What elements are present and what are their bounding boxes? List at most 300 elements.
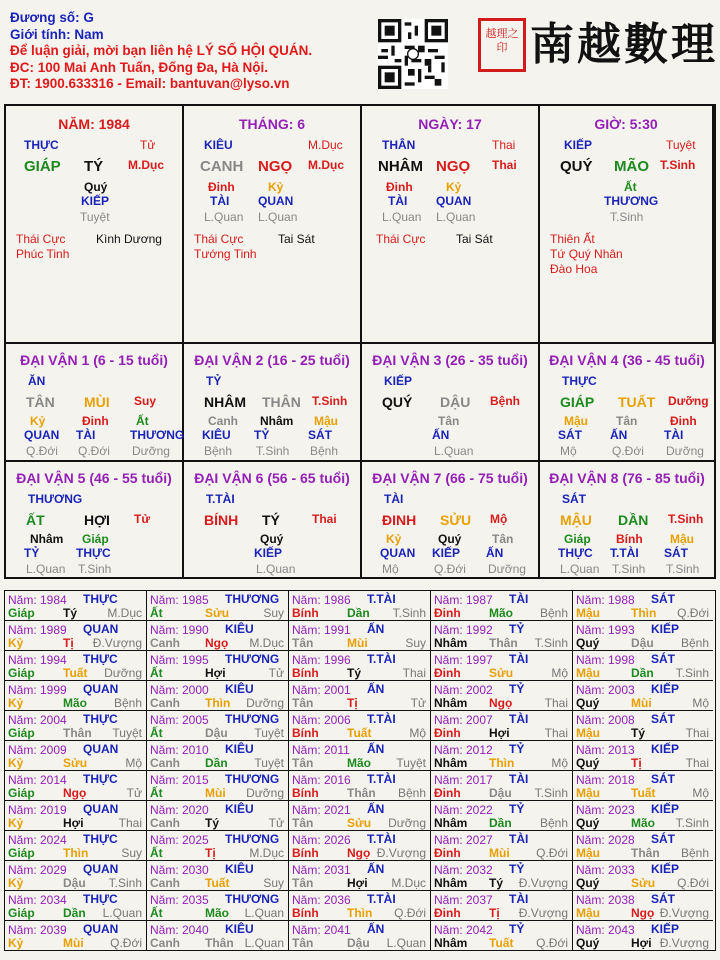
year-star: SÁT — [651, 832, 675, 846]
dai-van-chi: DẬU — [440, 394, 471, 410]
year-can: Kỷ — [8, 816, 24, 830]
dai-van-cell — [362, 344, 540, 460]
pillar-chi: TÝ — [84, 158, 104, 175]
year-state: Q.Đới — [677, 876, 709, 890]
year-can: Bính — [292, 846, 319, 860]
year-cell — [431, 891, 573, 921]
year-cell — [573, 681, 713, 711]
year-can: Đinh — [434, 786, 461, 800]
dai-van-cell — [184, 462, 362, 579]
dai-van-star: KIẾP — [384, 374, 413, 388]
pillar-chi: NGỌ — [436, 158, 471, 175]
year-cell — [5, 831, 147, 861]
hidden-can: Quý — [260, 532, 284, 546]
pillar-star: THÂN — [382, 138, 416, 152]
year-label: Năm: 2028 — [576, 833, 635, 847]
year-chi: Ngọ — [205, 636, 229, 650]
year-star: THỰC — [83, 592, 118, 606]
year-star: THỰC — [83, 712, 118, 726]
pillar-right-state: M.Dục — [128, 158, 164, 172]
year-can: Tân — [292, 816, 314, 830]
pillar-can: QUÝ — [560, 158, 593, 175]
year-label: Năm: 2017 — [434, 773, 493, 787]
year-cell — [431, 861, 573, 891]
year-state: L.Quan — [244, 906, 284, 920]
year-cell — [289, 891, 431, 921]
year-star: TỶ — [509, 862, 525, 876]
year-state: Tử — [268, 816, 284, 830]
hidden-state: Mộ — [382, 562, 399, 576]
year-star: QUAN — [83, 622, 119, 636]
year-star: QUAN — [83, 922, 119, 936]
year-chi: Tị — [347, 696, 358, 710]
dai-van-can: NHÂM — [204, 394, 246, 410]
year-can: Mậu — [576, 666, 600, 680]
hidden-state: Dưỡng — [666, 444, 704, 458]
dai-van-star: THƯƠNG — [28, 492, 83, 506]
year-state: Suy — [405, 636, 426, 650]
year-state: L.Quan — [386, 936, 426, 950]
dai-van-can: ẤT — [26, 512, 45, 528]
year-label: Năm: 2024 — [8, 833, 67, 847]
pillar-right-state: M.Dục — [308, 158, 344, 172]
year-can: Giáp — [8, 606, 35, 620]
year-state: Mộ — [409, 726, 426, 740]
year-chi: Tuất — [347, 726, 372, 740]
hidden-can: Tân — [492, 532, 514, 546]
hidden-state: L.Quan — [204, 210, 244, 224]
year-star: ẤN — [367, 922, 385, 936]
dai-van-can: QUÝ — [382, 394, 413, 410]
year-chi: Thìn — [489, 756, 515, 770]
year-state: Q.Đới — [394, 906, 426, 920]
year-state: Tuyệt — [112, 726, 142, 740]
year-star: SÁT — [651, 712, 675, 726]
year-chi: Hợi — [489, 726, 510, 740]
year-can: Nhâm — [434, 636, 468, 650]
hidden-state: T.Sinh — [666, 562, 700, 576]
pillar-can: NHÂM — [378, 158, 423, 175]
dai-van-state: T.Sinh — [668, 512, 704, 526]
dai-van-state: Suy — [134, 394, 157, 408]
year-star: KIÊU — [225, 742, 254, 756]
year-can: Kỷ — [8, 756, 24, 770]
year-can: Canh — [150, 696, 180, 710]
hidden-state: T.Sinh — [256, 444, 290, 458]
year-can: Ất — [150, 906, 163, 920]
dai-van-can: TÂN — [26, 394, 55, 410]
hidden-can: Canh — [208, 414, 238, 428]
hidden-star: THƯƠNG — [604, 194, 659, 208]
year-chi: Ngọ — [347, 846, 371, 860]
hidden-star: KIẾP — [432, 546, 461, 560]
dai-van-star: T.TÀI — [206, 492, 235, 506]
year-chi: Tị — [205, 846, 216, 860]
hidden-state: L.Quan — [436, 210, 476, 224]
year-chi: Thìn — [63, 846, 89, 860]
year-label: Năm: 1988 — [576, 593, 635, 607]
pillar-title: GIỜ: 5:30 — [594, 116, 658, 132]
year-star: TÀI — [509, 712, 529, 726]
dai-van-title: ĐẠI VẬN 2 (16 - 25 tuổi) — [194, 352, 350, 368]
year-label: Năm: 2012 — [434, 743, 493, 757]
year-cell — [289, 651, 431, 681]
year-label: Năm: 2000 — [150, 683, 209, 697]
year-chi: Dần — [347, 606, 370, 620]
dai-van-can: GIÁP — [560, 394, 595, 410]
note: Tai Sát — [456, 232, 493, 246]
year-can: Ất — [150, 606, 163, 620]
year-can: Kỷ — [8, 876, 24, 890]
note: Thiên Ất — [550, 232, 595, 246]
dai-van-title: ĐẠI VẬN 3 (26 - 35 tuổi) — [372, 352, 528, 368]
pillar-state: Tuyệt — [666, 138, 696, 152]
year-chi: Thìn — [347, 906, 373, 920]
year-label: Năm: 2002 — [434, 683, 493, 697]
year-star: SÁT — [651, 892, 675, 906]
year-cell — [5, 921, 147, 951]
year-star: THƯƠNG — [225, 772, 280, 786]
year-label: Năm: 1995 — [150, 653, 209, 667]
year-can: Bính — [292, 906, 319, 920]
year-chi: Tị — [63, 636, 74, 650]
pillar-can: GIÁP — [24, 158, 61, 175]
hidden-can: Bính — [616, 532, 643, 546]
year-can: Tân — [292, 936, 314, 950]
year-star: KIÊU — [225, 802, 254, 816]
year-can: Tân — [292, 876, 314, 890]
pillar-right-state: Thai — [492, 158, 517, 172]
year-star: SÁT — [651, 592, 675, 606]
year-can: Nhâm — [434, 816, 468, 830]
year-label: Năm: 2034 — [8, 893, 67, 907]
year-state: Dưỡng — [104, 666, 142, 680]
pillar-star: THỰC — [24, 138, 59, 152]
year-star: TỶ — [509, 922, 525, 936]
hidden-star: TÀI — [76, 428, 96, 442]
year-state: Đ.Vượng — [376, 846, 426, 860]
year-cell — [431, 921, 573, 951]
year-chi: Thìn — [205, 696, 231, 710]
year-state: T.Sinh — [392, 606, 426, 620]
year-cell — [147, 621, 289, 651]
year-label: Năm: 2039 — [8, 923, 67, 937]
year-chi: Tý — [63, 606, 78, 620]
year-label: Năm: 2021 — [292, 803, 351, 817]
year-star: KIẾP — [651, 802, 680, 816]
dai-van-state: Bệnh — [490, 394, 520, 408]
year-state: Đ.Vượng — [659, 936, 709, 950]
year-can: Mậu — [576, 846, 600, 860]
year-state: Dưỡng — [246, 786, 284, 800]
year-state: Đ.Vượng — [659, 906, 709, 920]
year-can: Đinh — [434, 846, 461, 860]
year-chi: Tý — [489, 876, 504, 890]
dai-van-star: ĂN — [28, 374, 46, 388]
year-cell — [289, 921, 431, 951]
year-cell — [573, 921, 713, 951]
hidden-can: Nhâm — [260, 414, 294, 428]
year-star: ẤN — [367, 862, 385, 876]
year-cell — [573, 591, 713, 621]
year-state: Mộ — [125, 756, 142, 770]
year-label: Năm: 2020 — [150, 803, 209, 817]
four-pillars-grid — [4, 104, 716, 579]
year-chi: Dần — [631, 666, 654, 680]
year-can: Đinh — [434, 726, 461, 740]
year-chi: Sửu — [489, 666, 514, 680]
year-star: TÀI — [509, 832, 529, 846]
hidden-can: Ất — [136, 414, 149, 428]
dai-van-star: TỶ — [206, 374, 222, 388]
hidden-can: Kỷ — [446, 180, 462, 194]
year-star: KIẾP — [651, 682, 680, 696]
year-can: Bính — [292, 666, 319, 680]
note: Thái Cực — [194, 232, 244, 246]
year-label: Năm: 2043 — [576, 923, 635, 937]
year-cell — [431, 681, 573, 711]
year-label: Năm: 2033 — [576, 863, 635, 877]
year-chi: Thân — [63, 726, 92, 740]
year-star: THỰC — [83, 832, 118, 846]
pillar-day — [362, 106, 540, 342]
year-star: SÁT — [651, 772, 675, 786]
year-state: T.Sinh — [675, 666, 709, 680]
hidden-star: ẤN — [486, 546, 504, 560]
year-can: Canh — [150, 876, 180, 890]
dai-van-title: ĐẠI VẬN 4 (36 - 45 tuổi) — [549, 352, 705, 368]
year-state: L.Quan — [102, 906, 142, 920]
year-chi: Thìn — [631, 606, 657, 620]
hidden-state: L.Quan — [434, 444, 474, 458]
year-state: Dưỡng — [246, 696, 284, 710]
gender: Giới tính: Nam — [10, 26, 104, 42]
hidden-star: ẤN — [610, 428, 628, 442]
year-chi: Mão — [347, 756, 371, 770]
year-star: QUAN — [83, 802, 119, 816]
hidden-can: Kỷ — [268, 180, 284, 194]
year-chi: Hợi — [347, 876, 368, 890]
year-star: T.TÀI — [367, 772, 396, 786]
year-label: Năm: 2041 — [292, 923, 351, 937]
year-cell — [147, 741, 289, 771]
pillar-star: KIÊU — [204, 138, 233, 152]
year-cell — [573, 861, 713, 891]
year-star: THƯƠNG — [225, 652, 280, 666]
hidden-star: T.TÀI — [610, 546, 639, 560]
year-cell — [147, 711, 289, 741]
year-can: Ất — [150, 726, 163, 740]
hidden-state: Bệnh — [310, 444, 339, 458]
pillar-state: Tử — [140, 138, 156, 152]
red-seal: 越理之印 — [478, 18, 526, 72]
hidden-can: Quý — [84, 180, 108, 194]
hidden-state: L.Quan — [560, 562, 600, 576]
hidden-star: THỰC — [76, 546, 111, 560]
year-state: Suy — [121, 846, 142, 860]
brand-logo: 南越數理 — [530, 19, 718, 70]
year-state: Thai — [685, 756, 709, 770]
year-label: Năm: 1994 — [8, 653, 67, 667]
hidden-star: ẤN — [432, 428, 450, 442]
year-can: Bính — [292, 726, 319, 740]
year-chi: Mùi — [631, 696, 652, 710]
year-cell — [289, 591, 431, 621]
year-can: Nhâm — [434, 876, 468, 890]
year-chi: Tuất — [631, 786, 656, 800]
year-can: Canh — [150, 636, 180, 650]
year-can: Kỷ — [8, 636, 24, 650]
year-label: Năm: 2023 — [576, 803, 635, 817]
dai-van-star: SÁT — [562, 492, 586, 506]
note: Thái Cực — [16, 232, 66, 246]
year-chi: Thân — [489, 636, 518, 650]
hidden-star: TỶ — [254, 428, 270, 442]
dai-van-title: ĐẠI VẬN 5 (46 - 55 tuổi) — [16, 470, 172, 486]
year-label: Năm: 2005 — [150, 713, 209, 727]
hidden-state: T.Sinh — [78, 562, 112, 576]
year-star: TÀI — [509, 592, 529, 606]
dai-van-chi: HỢI — [84, 512, 110, 528]
year-can: Giáp — [8, 726, 35, 740]
hidden-state: Q.Đới — [78, 444, 110, 458]
year-cell — [573, 621, 713, 651]
year-state: T.Sinh — [534, 786, 568, 800]
year-star: KIÊU — [225, 922, 254, 936]
year-can: Ất — [150, 786, 163, 800]
hidden-can: Tân — [438, 414, 460, 428]
year-chi: Mão — [205, 906, 229, 920]
year-label: Năm: 1990 — [150, 623, 209, 637]
year-cell — [147, 651, 289, 681]
note: Phúc Tinh — [16, 247, 70, 261]
year-star: T.TÀI — [367, 592, 396, 606]
year-state: Đ.Vượng — [518, 906, 568, 920]
dai-van-cell — [184, 344, 362, 460]
year-star: TỶ — [509, 802, 525, 816]
year-star: THƯƠNG — [225, 832, 280, 846]
year-chi: Tý — [205, 816, 220, 830]
year-state: Tuyệt — [396, 756, 426, 770]
year-star: KIẾP — [651, 622, 680, 636]
year-can: Quý — [576, 876, 600, 890]
hidden-can: Đinh — [386, 180, 413, 194]
year-state: Mộ — [692, 696, 709, 710]
year-label: Năm: 2001 — [292, 683, 351, 697]
year-label: Năm: 2027 — [434, 833, 493, 847]
dai-van-title: ĐẠI VẬN 7 (66 - 75 tuổi) — [372, 470, 528, 486]
chart-header — [10, 10, 370, 93]
year-cell — [289, 711, 431, 741]
year-cell — [431, 741, 573, 771]
year-star: KIÊU — [225, 682, 254, 696]
hidden-can: Đinh — [208, 180, 235, 194]
year-label: Năm: 2019 — [8, 803, 67, 817]
year-cell — [431, 771, 573, 801]
dai-van-can: BÍNH — [204, 512, 239, 528]
year-can: Ất — [150, 666, 163, 680]
year-chi: Tị — [631, 756, 642, 770]
year-cell — [5, 651, 147, 681]
hidden-star: TÀI — [210, 194, 230, 208]
year-chi: Mão — [63, 696, 87, 710]
year-can: Mậu — [576, 726, 600, 740]
hidden-state: L.Quan — [382, 210, 422, 224]
year-state: Bệnh — [397, 786, 426, 800]
year-cell — [147, 771, 289, 801]
pillar-state: M.Dục — [308, 138, 343, 152]
dai-van-state: Thai — [312, 512, 337, 526]
hidden-can: Ất — [624, 180, 637, 194]
address: ĐC: 100 Mai Anh Tuấn, Đống Đa, Hà Nội. — [10, 59, 269, 75]
year-cell — [289, 741, 431, 771]
dai-van-title: ĐẠI VẬN 6 (56 - 65 tuổi) — [194, 470, 350, 486]
year-state: Thai — [544, 696, 568, 710]
year-label: Năm: 1987 — [434, 593, 493, 607]
year-label: Năm: 2006 — [292, 713, 351, 727]
hidden-can: Kỷ — [386, 532, 402, 546]
year-cell — [289, 621, 431, 651]
hidden-state: T.Sinh — [610, 210, 644, 224]
year-state: Mộ — [551, 756, 568, 770]
year-cell — [573, 801, 713, 831]
year-chi: Dần — [63, 906, 86, 920]
dai-van-chi: MÙI — [84, 394, 110, 410]
dai-van-chi: TUẤT — [618, 394, 656, 410]
pillar-can: CANH — [200, 158, 244, 175]
contact-invite: Để luận giải, mời bạn liên hệ LÝ SỐ HỘI QUÁN. — [10, 43, 313, 58]
year-cell — [147, 891, 289, 921]
year-label: Năm: 2015 — [150, 773, 209, 787]
year-star: TỶ — [509, 682, 525, 696]
year-can: Đinh — [434, 906, 461, 920]
year-cell — [5, 591, 147, 621]
year-cell — [431, 831, 573, 861]
year-label: Năm: 1985 — [150, 593, 209, 607]
year-chi: Sửu — [205, 606, 230, 620]
pillar-hour — [540, 106, 714, 342]
year-state: Bệnh — [539, 606, 568, 620]
year-star: ẤN — [367, 802, 385, 816]
year-label: Năm: 2025 — [150, 833, 209, 847]
hidden-can: Giáp — [564, 532, 591, 546]
pillar-right-state: T.Sinh — [660, 158, 696, 172]
year-star: KIẾP — [651, 922, 680, 936]
year-cell — [5, 771, 147, 801]
dai-van-state: Dưỡng — [668, 394, 709, 408]
year-cell — [573, 831, 713, 861]
hidden-star: QUAN — [258, 194, 294, 208]
year-can: Đinh — [434, 606, 461, 620]
year-star: THƯƠNG — [225, 892, 280, 906]
hidden-star: QUAN — [24, 428, 60, 442]
year-cell — [573, 771, 713, 801]
year-cell — [5, 621, 147, 651]
year-state: Suy — [263, 876, 284, 890]
year-star: T.TÀI — [367, 892, 396, 906]
year-chi: Mùi — [347, 636, 368, 650]
year-label: Năm: 2040 — [150, 923, 209, 937]
hidden-state: Dưỡng — [488, 562, 526, 576]
hidden-can: Kỷ — [30, 414, 46, 428]
year-chi: Dậu — [489, 786, 512, 800]
year-star: T.TÀI — [367, 652, 396, 666]
year-state: Bệnh — [539, 816, 568, 830]
year-chi: Dậu — [631, 636, 654, 650]
hidden-star: KIẾP — [81, 194, 110, 208]
year-star: ẤN — [367, 622, 385, 636]
hidden-can: Tân — [616, 414, 638, 428]
